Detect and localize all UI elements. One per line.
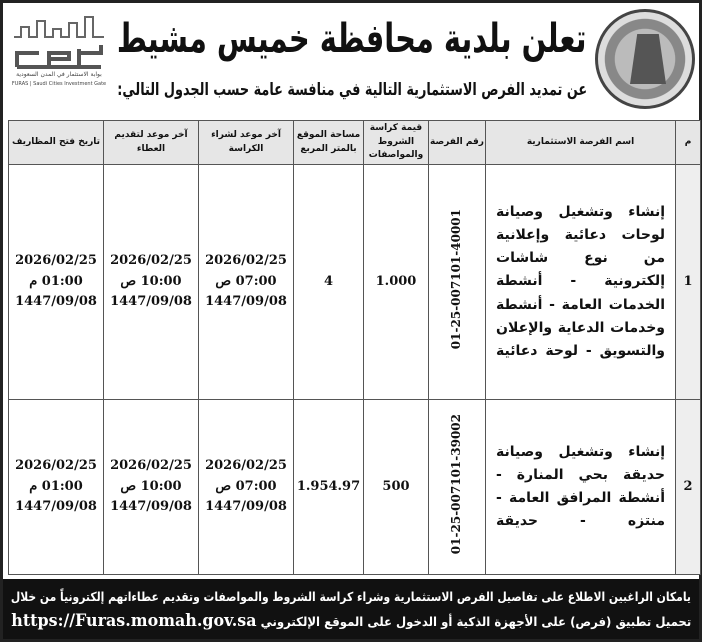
page-title-box <box>117 11 587 67</box>
opportunity-id: 01-25-007101-39002 <box>429 400 486 575</box>
booklet-fee: 1.000 <box>364 165 429 400</box>
subtitle-box <box>117 75 587 105</box>
opening-date: 2026/02/25 01:00 م 1447/09/08 <box>9 165 104 400</box>
footer-notice <box>3 579 699 639</box>
submit-deadline: 2026/02/25 10:00 ص 1447/09/08 <box>104 400 199 575</box>
col-header: اسم الفرصة الاستثمارية <box>486 121 676 165</box>
submit-deadline: 2026/02/25 10:00 ص 1447/09/08 <box>104 165 199 400</box>
table-row <box>9 400 701 575</box>
footer-line-2-wrap <box>11 609 691 634</box>
municipality-seal <box>595 9 695 109</box>
footer-line-2: تحميل تطبيق (فرص) على الأجهزة الذكية أو الدخول على الموقع الإلكتروني <box>260 614 691 629</box>
col-header: م <box>676 121 701 165</box>
col-header: تاريخ فتح المظاريف <box>9 121 104 165</box>
col-header: مساحة الموقع بالمتر المربع <box>294 121 364 165</box>
opportunity-name: إنشاء وتشغيل وصيانة لوحات دعائية وإعلانية من نوع شاشات إلكترونية - أنشطة الخدمات العامة - أنشطة وخدمات الدعاية والإعلان والتسويق - لوحة دعائية <box>486 165 676 400</box>
opportunities-table <box>8 120 701 575</box>
footer-line-1: يامكان الراغبين الاطلاع على تفاصيل الفرص الاستثمارية وشراء كراسة الشروط والمواصفات وتقديم عطاءاتهم إلكترونياً من خلال <box>10 589 691 604</box>
logo-caption-ar: بوابة الاستثمار في المدن السعودية <box>16 71 102 78</box>
row-number: 2 <box>676 400 701 575</box>
subtitle: عن تمديد الفرص الاستثمارية التالية في منافسة عامة حسب الجدول التالي: <box>117 80 587 100</box>
buy-deadline: 2026/02/25 07:00 ص 1447/09/08 <box>199 400 294 575</box>
col-header: آخر موعد لشراء الكراسة <box>199 121 294 165</box>
col-header: آخر موعد لتقديم العطاء <box>104 121 199 165</box>
furas-logo <box>9 9 109 109</box>
site-area: 1.954.97 <box>294 400 364 575</box>
opportunity-name: إنشاء وتشغيل وصيانة حديقة بحي المنارة - أنشطة المرافق العامة - منتزه - حديقة <box>486 400 676 575</box>
opportunity-id: 01-25-007101-40001 <box>429 165 486 400</box>
booklet-fee: 500 <box>364 400 429 575</box>
row-number: 1 <box>676 165 701 400</box>
site-area: 4 <box>294 165 364 400</box>
buy-deadline: 2026/02/25 07:00 ص 1447/09/08 <box>199 165 294 400</box>
opening-date: 2026/02/25 01:00 م 1447/09/08 <box>9 400 104 575</box>
page-title: تعلن بلدية محافظة خميس مشيط <box>117 16 587 62</box>
website-link[interactable]: https://Furas.momah.gov.sa <box>11 611 257 631</box>
table-row <box>9 165 701 400</box>
col-header: رقم الفرصة <box>429 121 486 165</box>
col-header: قيمة كراسة الشروط والمواصفات <box>364 121 429 165</box>
header <box>3 3 702 118</box>
logo-caption-en: FURAS | Saudi Cities Investment Gate <box>11 81 107 87</box>
